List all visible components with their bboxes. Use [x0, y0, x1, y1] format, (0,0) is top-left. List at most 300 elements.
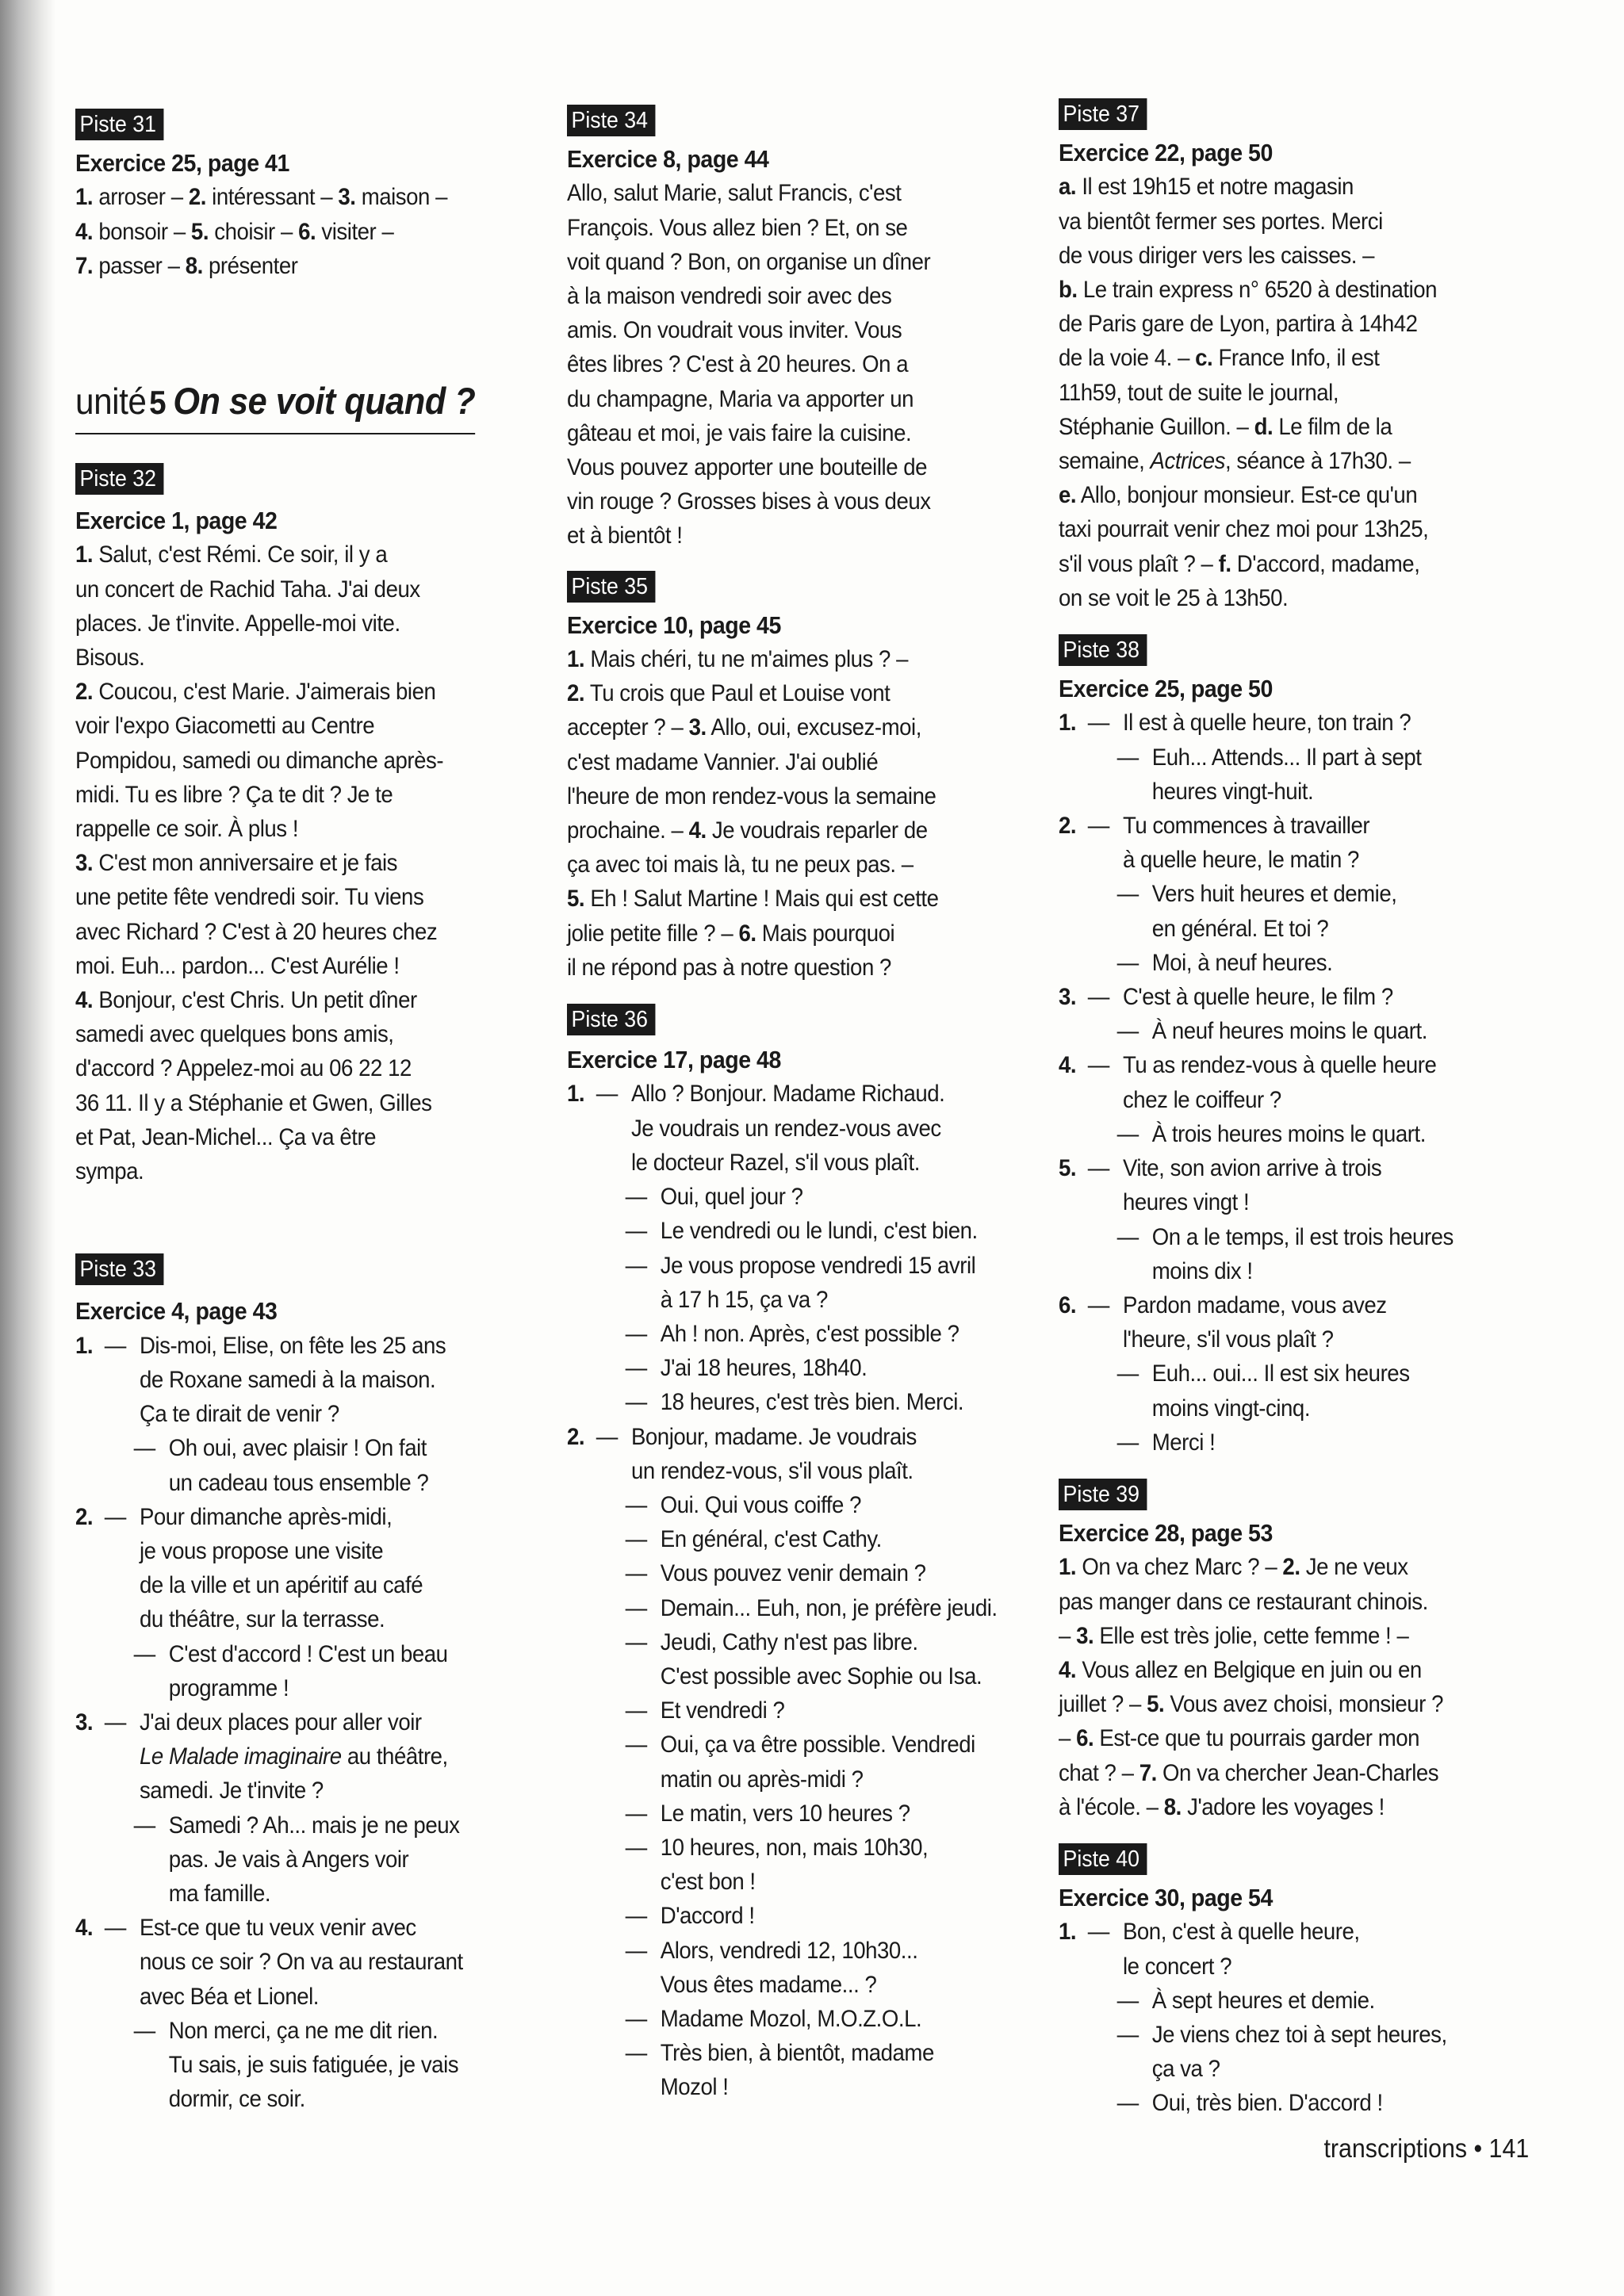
dialogue-line [75, 1739, 517, 1774]
item-number [596, 1351, 626, 1385]
dialogue-dash: — [625, 1218, 647, 1245]
text-line: va bientôt fermer ses portes. Merci [1059, 208, 1383, 235]
dialogue-dash [626, 1865, 661, 1899]
text-line: accepter ? – 3. Allo, oui, excusez-moi, [567, 714, 921, 741]
dialogue-line [75, 1397, 517, 1431]
item-number [1088, 775, 1117, 809]
item-number: 2. [75, 1503, 94, 1530]
text-line: voir l'expo Giacometti au Centre [75, 713, 375, 740]
dialogue-line [567, 1385, 1005, 1419]
text-line: a. Il est 19h15 et notre magasin [1059, 174, 1354, 201]
dialogue-line [75, 1911, 517, 1945]
dialogue-line [1059, 2086, 1503, 2120]
text-line: 4. bonsoir – 5. choisir – 6. visiter – [75, 218, 394, 245]
item-number: 1. [1059, 1919, 1077, 1946]
text-line: avec Richard ? C'est à 20 heures chez [75, 918, 438, 945]
dialogue-dash: — [625, 2005, 647, 2032]
dialogue-text: avec Béa et Lionel. [139, 1983, 319, 2010]
dialogue-line [567, 1728, 1005, 1762]
dialogue-text: Bon, c'est à quelle heure, [1122, 1919, 1360, 1946]
dialogue-line [1059, 2052, 1503, 2086]
text-line: du champagne, Maria va apporter un [567, 385, 914, 412]
dialogue-line [1059, 912, 1503, 946]
text-line: juillet ? – 5. Vous avez choisi, monsieur ? [1059, 1691, 1443, 1718]
dialogue-text: Et vendredi ? [660, 1697, 785, 1724]
item-number [105, 2082, 134, 2116]
dialogue-line [567, 1454, 1005, 1488]
track-badge: Piste 39 [1059, 1479, 1147, 1510]
dialogue-text: de Roxane samedi à la maison. [139, 1366, 436, 1393]
dialogue [567, 1077, 1005, 2104]
dialogue-text: On a le temps, il est trois heures [1151, 1223, 1454, 1250]
dialogue-line [567, 1488, 1005, 1522]
item-number [75, 1945, 105, 1979]
text-line: samedi avec quelques bons amis, [75, 1021, 394, 1048]
dialogue-line [567, 1934, 1005, 1968]
item-number [596, 2070, 626, 2104]
dialogue-dash: — [625, 1697, 647, 1724]
text-line: d'accord ? Appelez-moi au 06 22 12 [75, 1055, 412, 1082]
text-line: 4. Vous allez en Belgique en juin ou en [1059, 1656, 1422, 1683]
dialogue-dash [1117, 775, 1152, 809]
text-line: ça avec toi mais là, tu ne peux pas. – [567, 851, 914, 878]
item-number [1088, 1117, 1117, 1151]
dialogue-line [1059, 843, 1503, 877]
item-number [596, 1385, 626, 1419]
dialogue-line [1059, 1220, 1503, 1254]
dialogue-line [1059, 946, 1503, 980]
dialogue-text: Moi, à neuf heures. [1151, 949, 1333, 976]
text-line: 7. passer – 8. présenter [75, 252, 298, 279]
item-number [596, 2002, 626, 2036]
text-line: 4. Bonjour, c'est Chris. Un petit dîner [75, 987, 417, 1014]
dialogue-dash [134, 1466, 169, 1500]
dialogue-dash: — [1116, 1360, 1139, 1387]
dialogue-line [567, 1968, 1005, 2002]
dialogue-text: à quelle heure, le matin ? [1122, 847, 1359, 874]
dialogue-dash [105, 1568, 140, 1602]
dialogue-line [567, 1865, 1005, 1899]
text-line: un concert de Rachid Taha. J'ai deux [75, 576, 420, 603]
item-number [596, 1317, 626, 1351]
dialogue [1059, 1915, 1503, 2120]
text-line: e. Allo, bonjour monsieur. Est-ce qu'un [1059, 482, 1418, 509]
item-number: 3. [75, 1709, 94, 1735]
text-line: 1. On va chez Marc ? – 2. Je ne veux [1059, 1554, 1408, 1581]
item-number: 4. [1059, 1052, 1077, 1079]
text-line: c'est madame Vannier. J'ai oublié [567, 748, 879, 775]
dialogue-text: J'ai deux places pour aller voir [139, 1709, 422, 1735]
dialogue-text: C'est possible avec Sophie ou Isa. [660, 1663, 982, 1689]
dialogue-dash: — [1087, 813, 1109, 840]
item-number [1088, 740, 1117, 775]
dialogue-text: Est-ce que tu veux venir avec [139, 1915, 416, 1942]
item-number [1088, 1014, 1117, 1048]
dialogue-dash: — [625, 1560, 647, 1587]
transcript-lines [1059, 1550, 1503, 1824]
text-line: gâteau et moi, je vais faire la cuisine. [567, 419, 912, 446]
dialogue-text: Je viens chez toi à sept heures, [1151, 2021, 1447, 2048]
dialogue-line [567, 1112, 1005, 1146]
dialogue-dash [134, 2048, 169, 2082]
item-number [596, 1762, 626, 1797]
dialogue-dash: — [625, 2040, 647, 2067]
item-number [567, 1112, 596, 1146]
dialogue-line [567, 1317, 1005, 1351]
dialogue-line [567, 1693, 1005, 1728]
dialogue-line [75, 1980, 517, 2014]
text-line: François. Vous allez bien ? Et, on se [567, 214, 908, 241]
dialogue-dash: — [1116, 881, 1139, 908]
dialogue-dash [134, 1877, 169, 1911]
dialogue-line [1059, 1048, 1503, 1082]
dialogue-dash: — [1087, 984, 1109, 1011]
dialogue-line [75, 1705, 517, 1739]
item-number [596, 1283, 626, 1317]
dialogue-dash [626, 1659, 661, 1693]
item-number [105, 1808, 134, 1843]
dialogue-dash: — [133, 1812, 155, 1839]
dialogue-dash [1088, 1950, 1123, 1984]
dialogue-text: moins vingt-cinq. [1151, 1395, 1311, 1422]
item-number [596, 1488, 626, 1522]
text-line: 1. Mais chéri, tu ne m'aimes plus ? – [567, 646, 909, 673]
item-number [1059, 1950, 1088, 1984]
text-line: à la maison vendredi soir avec des [567, 283, 892, 310]
dialogue-dash: — [625, 1526, 647, 1553]
dialogue-dash [596, 1454, 631, 1488]
item-number [1088, 2086, 1117, 2120]
dialogue-text: le concert ? [1122, 1953, 1232, 1980]
dialogue-text: Samedi ? Ah... mais je ne peux [168, 1812, 460, 1839]
text-line: à l'école. – 8. J'adore les voyages ! [1059, 1793, 1385, 1820]
dialogue-line [1059, 2018, 1503, 2052]
track-badge: Piste 40 [1059, 1843, 1147, 1875]
text-line: places. Je t'invite. Appelle-moi vite. [75, 610, 400, 637]
dialogue-line [1059, 775, 1503, 809]
dialogue-line [1059, 1984, 1503, 2018]
dialogue-text: Oh oui, avec plaisir ! On fait [168, 1435, 427, 1462]
dialogue-text: matin ou après-midi ? [660, 1766, 864, 1793]
dialogue-line [1059, 1151, 1503, 1185]
dialogue-line [1059, 1185, 1503, 1219]
text-line: midi. Tu es libre ? Ça te dit ? Je te [75, 781, 393, 808]
text-line: de la voie 4. – c. France Info, il est [1059, 345, 1380, 372]
item-number [1088, 912, 1117, 946]
transcript-lines [567, 642, 1005, 985]
dialogue-text: Tu sais, je suis fatiguée, je vais [168, 2051, 459, 2078]
dialogue-line [567, 1077, 1005, 1111]
item-number [1088, 1357, 1117, 1391]
dialogue-line [1059, 1915, 1503, 1949]
dialogue-line [1059, 1357, 1503, 1391]
dialogue-text: programme ! [168, 1674, 289, 1701]
dialogue-dash: — [625, 1903, 647, 1930]
item-number [596, 1728, 626, 1762]
column-left [75, 107, 517, 2116]
item-number [596, 1934, 626, 1968]
dialogue-line [75, 1431, 517, 1465]
dialogue-text: Oui. Qui vous coiffe ? [660, 1491, 862, 1518]
dialogue-text: Vite, son avion arrive à trois [1122, 1155, 1382, 1182]
item-number [105, 2014, 134, 2048]
item-number [75, 1602, 105, 1636]
dialogue-dash: — [133, 1435, 155, 1462]
text-line: Stéphanie Guillon. – d. Le film de la [1059, 413, 1392, 440]
item-number [1088, 1425, 1117, 1460]
text-line: prochaine. – 4. Je voudrais reparler de [567, 817, 928, 844]
dialogue-line [1059, 740, 1503, 775]
dialogue-text: Vers huit heures et demie, [1151, 881, 1397, 908]
dialogue-dash [105, 1945, 140, 1979]
dialogue-text: Non merci, ça ne me dit rien. [168, 2017, 439, 2044]
dialogue-line [567, 1762, 1005, 1797]
dialogue-text: Mozol ! [660, 2074, 729, 2101]
column-right [1059, 97, 1503, 2121]
dialogue-line [567, 1420, 1005, 1454]
dialogue-dash [1117, 912, 1152, 946]
transcript-lines [1059, 170, 1503, 615]
dialogue-dash [1088, 1185, 1123, 1219]
exercise-title: Exercice 30, page 54 [1059, 1884, 1273, 1912]
text-line: pas manger dans ce restaurant chinois. [1059, 1588, 1428, 1615]
track-badge: Piste 33 [75, 1253, 163, 1285]
dialogue-text: c'est bon ! [660, 1869, 756, 1896]
dialogue-dash: — [104, 1709, 126, 1735]
dialogue-text: Ah ! non. Après, c'est possible ? [660, 1320, 959, 1347]
item-number [1088, 1254, 1117, 1288]
item-number [105, 1637, 134, 1671]
dialogue-line [567, 2036, 1005, 2070]
dialogue-dash [626, 1283, 661, 1317]
dialogue-dash: — [625, 1252, 647, 1279]
dialogue-line [567, 1659, 1005, 1693]
text-line: 3. C'est mon anniversaire et je fais [75, 850, 397, 877]
dialogue-dash [626, 1968, 661, 2002]
text-line: il ne répond pas à notre question ? [567, 954, 891, 981]
dialogue-text: À sept heures et demie. [1151, 1987, 1375, 2014]
item-number [596, 1831, 626, 1865]
dialogue-line [567, 1831, 1005, 1865]
item-number [1088, 946, 1117, 980]
dialogue-text: Je voudrais un rendez-vous avec [630, 1115, 941, 1142]
dialogue-text: Demain... Euh, non, je préfère jeudi. [660, 1594, 998, 1621]
item-number [105, 1431, 134, 1465]
dialogue-text: J'ai 18 heures, 18h40. [660, 1355, 868, 1382]
dialogue-dash [134, 1843, 169, 1877]
text-line: Vous pouvez apporter une bouteille de [567, 454, 928, 481]
dialogue-dash [134, 2082, 169, 2116]
text-line: de Paris gare de Lyon, partira à 14h42 [1059, 311, 1418, 338]
dialogue-text: Le Malade imaginaire au théâtre, [139, 1743, 448, 1770]
unit-number: 5 [149, 384, 167, 422]
dialogue-dash: — [1116, 1987, 1139, 2014]
dialogue [75, 1329, 517, 2117]
dialogue-line [75, 1329, 517, 1363]
dialogue-line [567, 2070, 1005, 2104]
dialogue [1059, 706, 1503, 1459]
dialogue-dash: — [1087, 710, 1109, 737]
dialogue-line [75, 1774, 517, 1808]
dialogue-dash [105, 1397, 140, 1431]
item-number: 2. [1059, 813, 1077, 840]
dialogue-text: dormir, ce soir. [168, 2086, 305, 2113]
dialogue-text: à 17 h 15, ça va ? [660, 1286, 828, 1313]
track-badge: Piste 32 [75, 463, 163, 495]
item-number [75, 1980, 105, 2014]
dialogue-text: moins dix ! [1151, 1257, 1253, 1284]
item-number: 2. [567, 1423, 585, 1450]
dialogue-dash [105, 1602, 140, 1636]
text-line: et à bientôt ! [567, 522, 683, 549]
dialogue-text: Euh... oui... Il est six heures [1151, 1360, 1410, 1387]
dialogue-text: Je vous propose vendredi 15 avril [660, 1252, 976, 1279]
dialogue-text: Le matin, vers 10 heures ? [660, 1800, 910, 1827]
dialogue-dash: — [1116, 1120, 1139, 1147]
text-line: 11h59, tout de suite le journal, [1059, 379, 1339, 406]
item-number [596, 1180, 626, 1214]
dialogue-text: Madame Mozol, M.O.Z.O.L. [660, 2005, 922, 2032]
dialogue-line [1059, 706, 1503, 740]
dialogue-dash [1088, 1083, 1123, 1117]
text-line: et Pat, Jean-Michel... Ça va être [75, 1123, 377, 1150]
item-number: 4. [75, 1915, 94, 1942]
exercise-title: Exercice 28, page 53 [1059, 1519, 1273, 1548]
dialogue-dash [105, 1980, 140, 2014]
dialogue-text: un rendez-vous, s'il vous plaît. [630, 1457, 914, 1484]
item-number: 3. [1059, 984, 1077, 1011]
dialogue-line [1059, 980, 1503, 1014]
dialogue-line [567, 1283, 1005, 1317]
dialogue-text: heures vingt ! [1122, 1189, 1250, 1216]
dialogue-line [1059, 1391, 1503, 1425]
track-badge: Piste 38 [1059, 634, 1147, 666]
dialogue-text: en général. Et toi ? [1151, 915, 1329, 942]
dialogue-dash: — [625, 1628, 647, 1655]
dialogue-text: Vous êtes madame... ? [660, 1971, 877, 1998]
item-number [75, 1397, 105, 1431]
text-line: voit quand ? Bon, on organise un dîner [567, 248, 931, 275]
dialogue-text: Jeudi, Cathy n'est pas libre. [660, 1628, 918, 1655]
dialogue-line [1059, 1425, 1503, 1460]
text-line: taxi pourrait venir chez moi pour 13h25, [1059, 516, 1429, 543]
text-line: chat ? – 7. On va chercher Jean-Charles [1059, 1759, 1439, 1786]
transcript-lines [75, 538, 517, 1188]
dialogue-text: samedi. Je t'invite ? [139, 1777, 324, 1804]
dialogue-line [75, 1945, 517, 1979]
item-number: 1. [1059, 710, 1077, 737]
text-line: moi. Euh... pardon... C'est Aurélie ! [75, 952, 400, 979]
text-line: une petite fête vendredi soir. Tu viens [75, 884, 424, 911]
text-line: Bisous. [75, 645, 145, 672]
dialogue-line [1059, 1322, 1503, 1357]
text-line: on se voit le 25 à 13h50. [1059, 584, 1289, 611]
dialogue-line [1059, 1117, 1503, 1151]
item-number [1059, 1083, 1088, 1117]
item-number [596, 1693, 626, 1728]
dialogue-dash: — [625, 1594, 647, 1621]
dialogue-dash: — [104, 1915, 126, 1942]
track-badge: Piste 35 [567, 571, 655, 603]
dialogue-line [75, 1877, 517, 1911]
text-line: – 6. Est-ce que tu pourrais garder mon [1059, 1725, 1420, 1752]
dialogue-dash: — [133, 1640, 155, 1667]
dialogue-text: C'est d'accord ! C'est un beau [168, 1640, 448, 1667]
dialogue-line [75, 1534, 517, 1568]
dialogue-line [567, 1625, 1005, 1659]
item-number [596, 1214, 626, 1248]
dialogue-dash: — [1116, 1429, 1139, 1456]
track-badge: Piste 31 [75, 109, 163, 140]
dialogue-text: Pardon madame, vous avez [1122, 1292, 1387, 1318]
exercise-title: Exercice 22, page 50 [1059, 139, 1273, 167]
item-number [75, 1774, 105, 1808]
text-line: 1. arroser – 2. intéressant – 3. maison – [75, 184, 448, 211]
dialogue-dash: — [625, 1389, 647, 1416]
dialogue-line [567, 1591, 1005, 1625]
dialogue-dash: — [625, 1732, 647, 1758]
item-number: 6. [1059, 1292, 1077, 1318]
dialogue-text: Tu commences à travailler [1122, 813, 1370, 840]
dialogue-dash [596, 1146, 631, 1180]
unit-title: On se voit quand ? [173, 380, 476, 423]
item-number [105, 1843, 134, 1877]
item-number: 1. [567, 1081, 585, 1108]
dialogue-dash: — [133, 2017, 155, 2044]
dialogue-text: de la ville et un apéritif au café [139, 1572, 423, 1599]
text-line: de vous diriger vers les caisses. – [1059, 242, 1375, 269]
dialogue-text: Oui, quel jour ? [660, 1184, 803, 1211]
unit-word: unité [75, 381, 147, 423]
item-number [105, 1671, 134, 1705]
item-number [596, 1968, 626, 2002]
item-number [1059, 1185, 1088, 1219]
text-line: vin rouge ? Grosses bises à vous deux [567, 488, 931, 515]
text-line: rappelle ce soir. À plus ! [75, 816, 299, 843]
dialogue-dash: — [1116, 949, 1139, 976]
dialogue-text: le docteur Razel, s'il vous plaît. [630, 1149, 920, 1176]
track-badge: Piste 36 [567, 1004, 655, 1035]
dialogue-line [1059, 1288, 1503, 1322]
dialogue-line [1059, 877, 1503, 911]
item-number [567, 1146, 596, 1180]
exercise-title: Exercice 10, page 45 [567, 610, 781, 639]
text-line: Pompidou, samedi ou dimanche après- [75, 747, 444, 774]
exercise-title: Exercice 17, page 48 [567, 1046, 781, 1074]
dialogue-text: Dis-moi, Elise, on fête les 25 ans [139, 1332, 446, 1359]
text-line: b. Le train express n° 6520 à destination [1059, 277, 1438, 304]
dialogue-dash [626, 1762, 661, 1797]
footer-bullet: • [1473, 2133, 1482, 2163]
dialogue-dash: — [625, 1320, 647, 1347]
text-line: Allo, salut Marie, salut Francis, c'est [567, 180, 902, 207]
dialogue-text: Très bien, à bientôt, madame [660, 2040, 934, 2067]
dialogue-text: un cadeau tous ensemble ? [168, 1469, 429, 1496]
dialogue-line [75, 1568, 517, 1602]
dialogue-line [75, 1671, 517, 1705]
dialogue-text: Le vendredi ou le lundi, c'est bien. [660, 1218, 978, 1245]
dialogue-line [567, 1180, 1005, 1214]
dialogue-text: Tu as rendez-vous à quelle heure [1122, 1052, 1437, 1079]
track-badge: Piste 34 [567, 105, 655, 136]
item-number: 1. [75, 1332, 94, 1359]
item-number [1088, 1391, 1117, 1425]
dialogue-line [75, 2014, 517, 2048]
item-number [567, 1454, 596, 1488]
item-number [1088, 2052, 1117, 2086]
item-number [105, 1877, 134, 1911]
exercise-title: Exercice 4, page 43 [75, 1297, 278, 1326]
